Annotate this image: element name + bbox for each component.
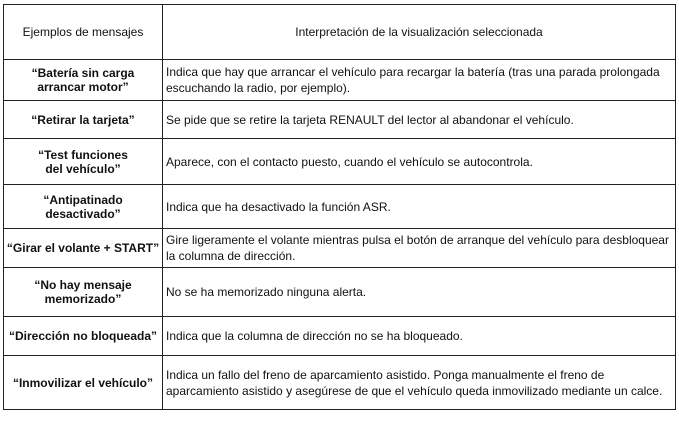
message-line: “Inmovilizar el vehículo” bbox=[12, 375, 154, 390]
table-row bbox=[4, 185, 676, 229]
message-cell bbox=[4, 185, 163, 229]
description-cell: Indica que hay que arrancar el vehículo para recargar la batería (tras una parada prolongada escuchando la radio, por ejemplo). bbox=[163, 60, 676, 101]
message-line: del vehículo” bbox=[45, 161, 121, 176]
message-line: “Test funciones bbox=[38, 147, 128, 162]
description-cell: Indica que ha desactivado la función ASR. bbox=[163, 185, 676, 229]
message-line: “Girar el volante + START” bbox=[6, 241, 160, 255]
message-cell bbox=[4, 229, 163, 268]
table-row bbox=[4, 317, 676, 356]
message-line: memorizado” bbox=[44, 292, 122, 306]
message-line: desactivado” bbox=[45, 206, 121, 221]
message-cell bbox=[4, 101, 163, 139]
message-line: “Antipatinado bbox=[43, 192, 123, 207]
header-examples: Ejemplos de mensajes bbox=[4, 5, 163, 60]
table-header-row bbox=[4, 5, 676, 60]
table-row bbox=[4, 268, 676, 317]
message-line: arrancar motor” bbox=[37, 80, 129, 94]
table-row bbox=[4, 101, 676, 139]
table-row bbox=[4, 139, 676, 185]
message-line: “No hay mensaje bbox=[34, 278, 132, 292]
message-cell bbox=[4, 317, 163, 356]
header-interpretation: Interpretación de la visualización seleccionada bbox=[163, 5, 676, 60]
message-cell bbox=[4, 60, 163, 101]
message-cell bbox=[4, 139, 163, 185]
message-cell bbox=[4, 268, 163, 317]
message-line: “Dirección no bloqueada” bbox=[8, 329, 158, 343]
description-cell: Indica que la columna de dirección no se ha bloqueado. bbox=[163, 317, 676, 356]
description-cell: Se pide que se retire la tarjeta RENAULT del lector al abandonar el vehículo. bbox=[163, 101, 676, 139]
description-cell: Aparece, con el contacto puesto, cuando el vehículo se autocontrola. bbox=[163, 139, 676, 185]
message-line: “Batería sin carga bbox=[31, 66, 135, 80]
message-cell bbox=[4, 356, 163, 410]
description-cell: Indica un fallo del freno de aparcamiento asistido. Ponga manualmente el freno de aparcamiento asistido y asegúrese de que el vehículo queda inmovilizado mediante un calce. bbox=[163, 356, 676, 410]
description-cell: Gire ligeramente el volante mientras pulsa el botón de arranque del vehículo para desbloquear la columna de dirección. bbox=[163, 229, 676, 268]
table-row bbox=[4, 356, 676, 410]
table-row bbox=[4, 229, 676, 268]
messages-table bbox=[3, 4, 676, 410]
table-row bbox=[4, 60, 676, 101]
description-cell: No se ha memorizado ninguna alerta. bbox=[163, 268, 676, 317]
message-line: “Retirar la tarjeta” bbox=[31, 112, 135, 127]
